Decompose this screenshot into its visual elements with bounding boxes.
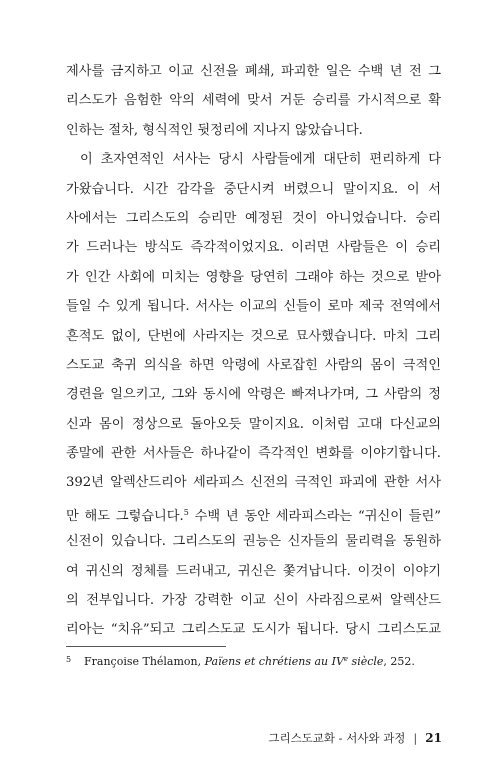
text-line: 스도교 축귀 의식을 하면 악령에 사로잡힌 사람의 몸이 극적인 bbox=[66, 357, 441, 373]
footnote-title-part: siècle bbox=[348, 655, 384, 668]
text-line: 가 인간 사회에 미치는 영향을 당연히 그래야 하는 것으로 받아 bbox=[66, 269, 441, 285]
text-line: 흔적도 없이, 단번에 사라지는 것으로 묘사했습니다. 마치 그리 bbox=[66, 328, 441, 344]
text-line: 들일 수 있게 됩니다. 서사는 이교의 신들이 로마 제국 전역에서 bbox=[66, 299, 441, 315]
text-line: 리스도가 음험한 악의 세력에 맞서 거둔 승리를 가시적으로 확 bbox=[66, 93, 441, 109]
footnote-reference[interactable]: 5 bbox=[183, 507, 189, 517]
text-line: 종말에 관한 서사들은 하나같이 즉각적인 변화를 이야기합니다. bbox=[66, 446, 441, 462]
text-line: 여 귀신의 정체를 드러내고, 귀신은 쫓겨납니다. 이것이 이야기 bbox=[66, 563, 441, 579]
footnote-title-part: Païens et chrétiens au IV bbox=[204, 655, 344, 668]
text-line: 신과 몸이 정상으로 돌아오듯 말이지요. 이처럼 고대 다신교의 bbox=[66, 416, 441, 432]
text-line: 이 초자연적인 서사는 당시 사람들에게 대단히 편리하게 다 bbox=[80, 152, 441, 168]
text-line-with-footnote-ref bbox=[66, 498, 441, 527]
line-prefix: 만 해도 그렇습니다. bbox=[66, 508, 184, 524]
footnote-divider bbox=[66, 646, 226, 647]
footer-separator: | bbox=[413, 731, 418, 745]
text-line: 신전이 있습니다. 그리스도의 권능은 신자들의 물리력을 동원하 bbox=[66, 534, 441, 550]
footnote-number: 5 bbox=[66, 655, 72, 664]
running-title: 그리스도교화 - 서사와 과정 bbox=[268, 731, 406, 745]
footnote-title-superscript: e bbox=[343, 655, 349, 663]
running-footer bbox=[268, 730, 442, 746]
footnote-author: Françoise Thélamon, bbox=[84, 655, 202, 668]
body-text bbox=[66, 57, 441, 645]
text-line: 392년 알렉산드리아 세라피스 신전의 극적인 파괴에 관한 서사 bbox=[66, 475, 441, 491]
footnote bbox=[66, 655, 446, 668]
text-line: 가 드러나는 방식도 즉각적이었지요. 이러면 사람들은 이 승리 bbox=[66, 240, 441, 256]
text-line: 인하는 절차, 형식적인 뒷정리에 지나지 않았습니다. bbox=[66, 122, 363, 138]
text-line: 의 전부입니다. 가장 강력한 이교 신이 사라짐으로써 알렉산드 bbox=[66, 593, 441, 609]
text-line: 리아는 “치유”되고 그리스도교 도시가 됩니다. 당시 그리스도교 bbox=[66, 622, 441, 638]
line-suffix: 수백 년 동안 세라피스라는 “귀신이 들린” bbox=[194, 508, 441, 524]
text-line: 사에서는 그리스도의 승리만 예정된 것이 아니었습니다. 승리 bbox=[66, 210, 441, 226]
footnote-title bbox=[205, 655, 384, 668]
text-line: 경련을 일으키고, 그와 동시에 악령은 빠져나가며, 그 사람의 정 bbox=[66, 387, 441, 403]
page-number: 21 bbox=[425, 731, 442, 745]
text-line: 제사를 금지하고 이교 신전을 폐쇄, 파괴한 일은 수백 년 전 그 bbox=[66, 64, 441, 79]
footnote-page: , 252. bbox=[383, 655, 415, 668]
text-line: 가왔습니다. 시간 감각을 중단시켜 버렸으니 말이지요. 이 서 bbox=[66, 181, 441, 197]
